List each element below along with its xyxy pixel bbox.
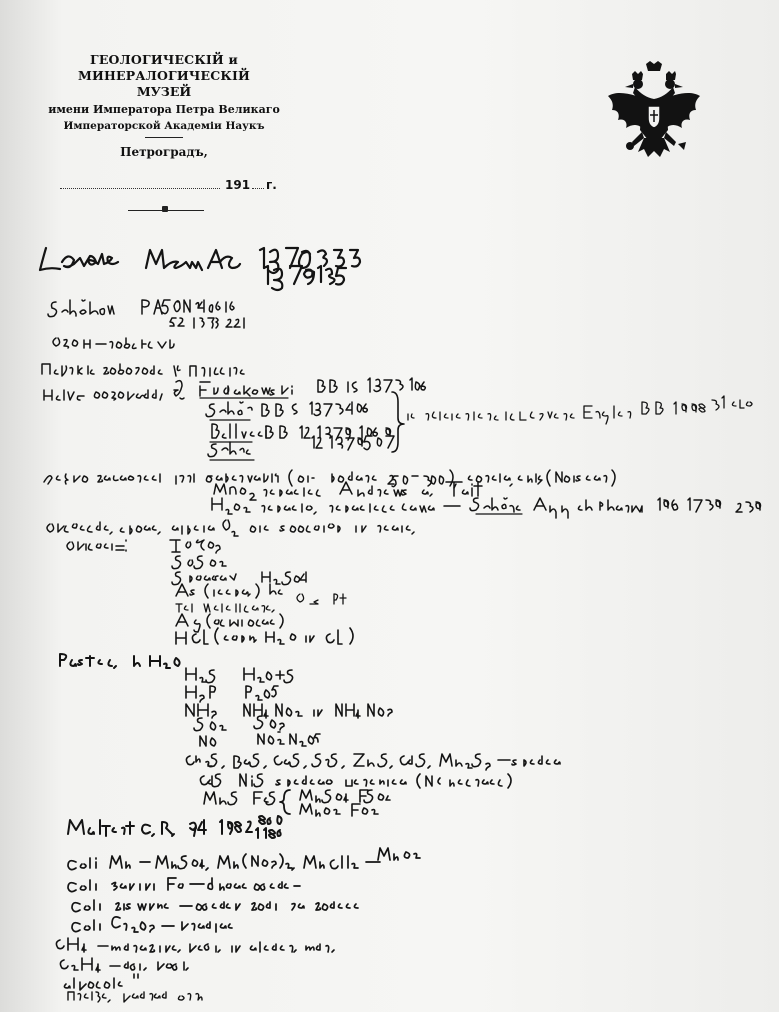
- handwriting-line: [176, 614, 283, 632]
- handwriting-line: [408, 396, 752, 424]
- handwriting-line: [64, 974, 138, 990]
- handwriting-line: [60, 654, 180, 668]
- date-year: 191: [225, 178, 251, 192]
- handwriting-line: [67, 540, 220, 553]
- handwriting-line: [172, 556, 226, 569]
- handwriting-line: [212, 498, 761, 518]
- handwriting-line: [264, 266, 346, 290]
- handwriting-line: [47, 520, 414, 536]
- handwriting-line: [56, 938, 334, 952]
- handwriting-line: [172, 572, 306, 585]
- date-year-suffix: г.: [266, 178, 277, 192]
- handwriting-line: [186, 754, 560, 770]
- handwriting-line: [48, 300, 244, 328]
- handwriting-line: [194, 716, 284, 731]
- handwriting-line: [186, 704, 392, 718]
- handwriting-line: [176, 594, 346, 612]
- handwriting-line: [186, 668, 293, 683]
- letterhead-named-after: имени Императора Петра Великаго: [48, 103, 280, 116]
- letterhead-city: Петроградъ,: [120, 145, 208, 159]
- handwriting-line: [204, 790, 390, 816]
- handwriting-line: [210, 424, 391, 442]
- handwriting-line: [68, 816, 282, 838]
- handwriting-line: [208, 436, 394, 460]
- handwriting-line: [206, 402, 367, 420]
- handwriting-line: [200, 774, 511, 788]
- handwriting-line: [53, 338, 174, 349]
- letterhead-academy: Императорской Академіи Наукъ: [63, 120, 265, 132]
- handwriting-line: [72, 900, 358, 912]
- handwriting-line: [200, 732, 320, 746]
- handwriting-line: [186, 686, 278, 702]
- handwriting-line: [60, 958, 188, 972]
- handwriting-line: [68, 878, 300, 892]
- handwriting-line: [72, 917, 232, 932]
- handwriting-line: [68, 848, 420, 870]
- handwriting-line: [44, 470, 615, 488]
- handwriting-line: [176, 584, 282, 598]
- handwriting-line: [42, 364, 244, 376]
- letterhead-museum: МУЗЕЙ: [136, 84, 192, 99]
- handwriting-line: [176, 628, 353, 644]
- handwriting-line: [40, 248, 360, 273]
- letterhead-title: ГЕОЛОГИЧЕСКІЙ и МИНЕРАЛОГИЧЕСКІЙ: [77, 52, 251, 83]
- handwriting-line: [44, 378, 425, 400]
- handwriting-line: [68, 992, 202, 1002]
